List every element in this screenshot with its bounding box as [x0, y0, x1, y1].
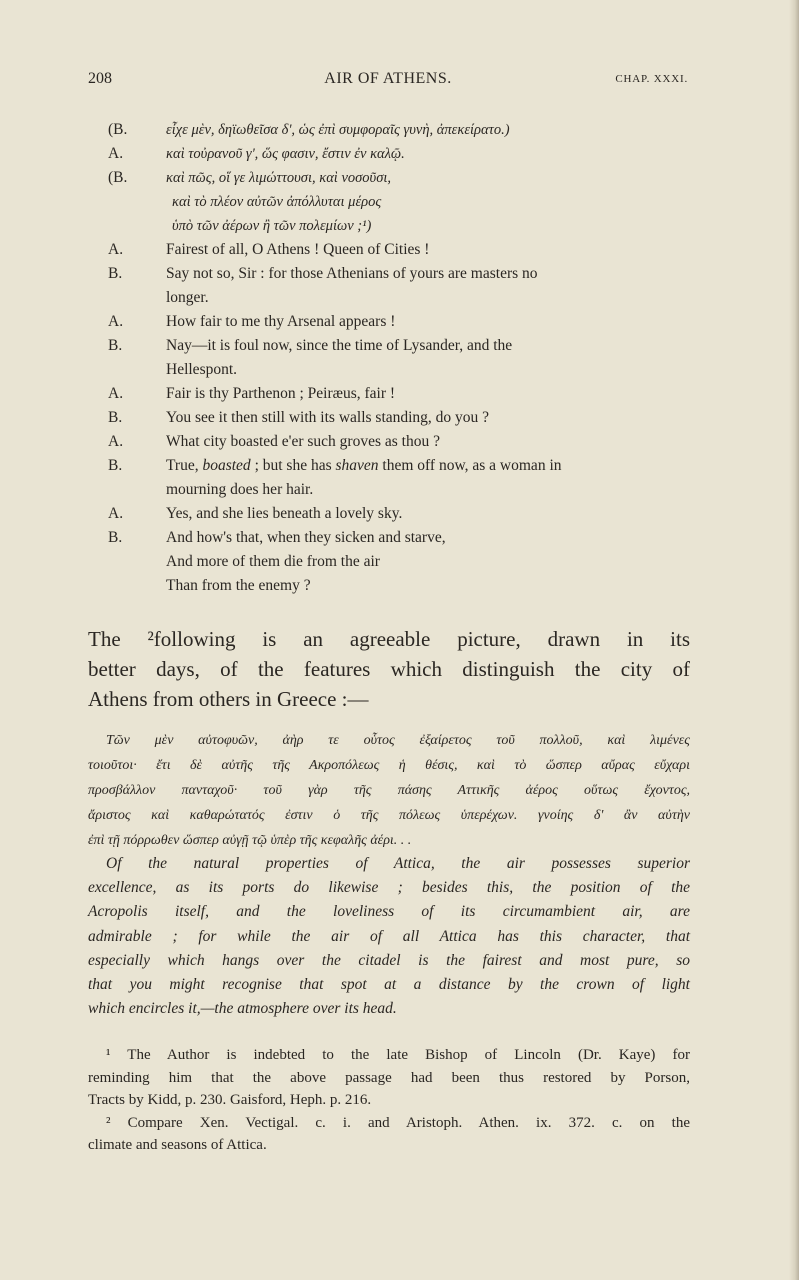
greek-line: ἄριστος καὶ καθαρώτατός ἐστιν ὁ τῆς πόλεως ὑπερέχων. γνοίης δ' ἂν αὐτὴν: [88, 808, 690, 823]
running-title: AIR OF ATHENS.: [324, 70, 452, 87]
footnote-line: climate and seasons of Attica.: [88, 1137, 267, 1153]
speaker-label: B.: [108, 457, 123, 474]
dialogue-text: καὶ τὸ πλέον αὐτῶν ἀπόλλυται μέρος: [172, 194, 382, 210]
speaker-label: (B.: [108, 169, 128, 186]
translation-line: that you might recognise that spot at a distance by the crown of light: [88, 976, 690, 994]
dialogue-line: [108, 214, 698, 238]
translation-line: especially which hangs over the citadel is the fairest and most pure, so: [88, 951, 690, 969]
dialogue-text: Say not so, Sir : for those Athenians of yours are masters no: [166, 265, 538, 282]
dialogue-line: [108, 310, 698, 334]
translation-line: admirable ; for while the air of all Attica has this character, that: [88, 927, 690, 945]
dialogue-line: [108, 238, 698, 262]
dialogue-text-continued: mourning does her hair.: [166, 481, 314, 498]
dialogue-line: [108, 166, 698, 190]
dialogue-line: [108, 526, 698, 550]
speaker-label: B.: [108, 337, 123, 354]
footnote-line: Tracts by Kidd, p. 230. Gaisford, Heph. p. 216.: [88, 1092, 372, 1108]
dialogue-text: Yes, and she lies beneath a lovely sky.: [166, 505, 403, 522]
paragraph-line: Athens from others in Greece :—: [88, 687, 369, 711]
footnote-line: ² Compare Xen. Vectigal. c. i. and Aristoph. Athen. ix. 372. c. on the: [106, 1114, 690, 1131]
greek-line: τοιοῦτοι· ἔτι δὲ αὐτῆς τῆς Ακροπόλεως ἡ θέσις, καὶ τὸ ὥσπερ αὔρας εὔχαρι: [88, 758, 690, 773]
paragraph-line: The ²following is an agreeable picture, drawn in its: [88, 627, 690, 651]
dialogue-text: Than from the enemy ?: [166, 577, 311, 594]
greek-line: Τῶν μὲν αὐτοφυῶν, ἀὴρ τε οὗτος ἐξαίρετος τοῦ πολλοῦ, καὶ λιμένες: [106, 733, 690, 748]
dialogue-text-continued: Hellespont.: [166, 361, 238, 378]
dialogue-text: εἶχε μὲν, δηϊωθεῖσα δ', ὡς ἐπὶ συμφοραῖς γυνὴ, ἀπεκείρατο.): [166, 122, 510, 138]
dialogue-text: Fair is thy Parthenon ; Peiræus, fair !: [166, 385, 396, 402]
speaker-label: A.: [108, 385, 124, 402]
page-edge: [789, 0, 799, 1280]
dialogue-text-part: ; but she has: [250, 457, 336, 474]
dialogue-text: How fair to me thy Arsenal appears !: [166, 313, 396, 330]
speaker-label: (B.: [108, 121, 128, 138]
dialogue-block: [108, 118, 698, 598]
translation-line: which encircles it,—the atmosphere over its head.: [88, 1000, 397, 1018]
greek-line: προσβάλλον πανταχοῦ· τοῦ γὰρ τῆς πάσης Αττικῆς ἀέρος οὕτως ἔχοντος,: [88, 783, 690, 798]
greek-line: ἐπὶ τῇ πόρρωθεν ὥσπερ αὐγῇ τῷ ὑπὲρ τῆς κεφαλῆς ἀέρι. . .: [88, 833, 412, 848]
dialogue-line: [108, 454, 698, 502]
translation-paragraph: [88, 852, 690, 1021]
dialogue-text: And how's that, when they sicken and starve,: [166, 529, 446, 546]
dialogue-text-emphasis: shaven: [335, 457, 379, 474]
translation-line: excellence, as its ports do likewise ; besides this, the position of the: [88, 879, 690, 897]
translation-line: Acropolis itself, and the loveliness of its circumambient air, are: [88, 903, 690, 921]
paragraph-line: better days, of the features which distinguish the city of: [88, 657, 690, 681]
dialogue-text: Fairest of all, O Athens ! Queen of Cities !: [166, 241, 430, 258]
running-header: [88, 70, 688, 94]
body-paragraph: [88, 624, 690, 714]
speaker-label: A.: [108, 145, 124, 162]
dialogue-text-part: True,: [166, 457, 203, 474]
dialogue-text: καὶ πῶς, οἵ γε λιμώττουσι, καὶ νοσοῦσι,: [166, 170, 392, 186]
dialogue-text: What city boasted e'er such groves as thou ?: [166, 433, 440, 450]
translation-line: Of the natural properties of Attica, the air possesses superior: [106, 855, 690, 872]
greek-quotation: [88, 728, 690, 853]
dialogue-text: And more of them die from the air: [166, 553, 380, 570]
dialogue-line: [108, 334, 698, 382]
dialogue-line: [108, 502, 698, 526]
dialogue-text: ὑπὸ τῶν ἀέρων ἢ τῶν πολεμίων ;¹): [172, 218, 372, 234]
speaker-label: A.: [108, 505, 124, 522]
dialogue-line: [108, 406, 698, 430]
dialogue-line: [108, 190, 698, 214]
dialogue-text: Nay—it is foul now, since the time of Lysander, and the: [166, 337, 513, 354]
dialogue-text: καὶ τοὐρανοῦ γ', ὥς φασιν, ἔστιν ἐν καλῷ.: [166, 146, 405, 162]
dialogue-text-emphasis: boasted: [202, 457, 251, 474]
page-number: 208: [88, 70, 112, 87]
dialogue-line: [108, 118, 698, 142]
dialogue-text-continued: longer.: [166, 289, 209, 306]
dialogue-line: [108, 430, 698, 454]
speaker-label: A.: [108, 433, 124, 450]
speaker-label: A.: [108, 241, 124, 258]
dialogue-text: You see it then still with its walls standing, do you ?: [166, 409, 490, 426]
footnotes: [88, 1044, 690, 1157]
footnote-line: ¹ The Author is indebted to the late Bishop of Lincoln (Dr. Kaye) for: [106, 1047, 690, 1063]
dialogue-line: [108, 262, 698, 310]
speaker-label: B.: [108, 529, 123, 546]
footnote-line: reminding him that the above passage had been thus restored by Porson,: [88, 1069, 690, 1086]
dialogue-text-part: them off now, as a woman in: [378, 457, 562, 474]
dialogue-line: [108, 142, 698, 166]
speaker-label: B.: [108, 409, 123, 426]
dialogue-line: [108, 550, 698, 574]
speaker-label: A.: [108, 313, 124, 330]
speaker-label: B.: [108, 265, 123, 282]
chapter-label: CHAP. XXXI.: [615, 73, 688, 85]
dialogue-line: [108, 382, 698, 406]
dialogue-line: [108, 574, 698, 598]
